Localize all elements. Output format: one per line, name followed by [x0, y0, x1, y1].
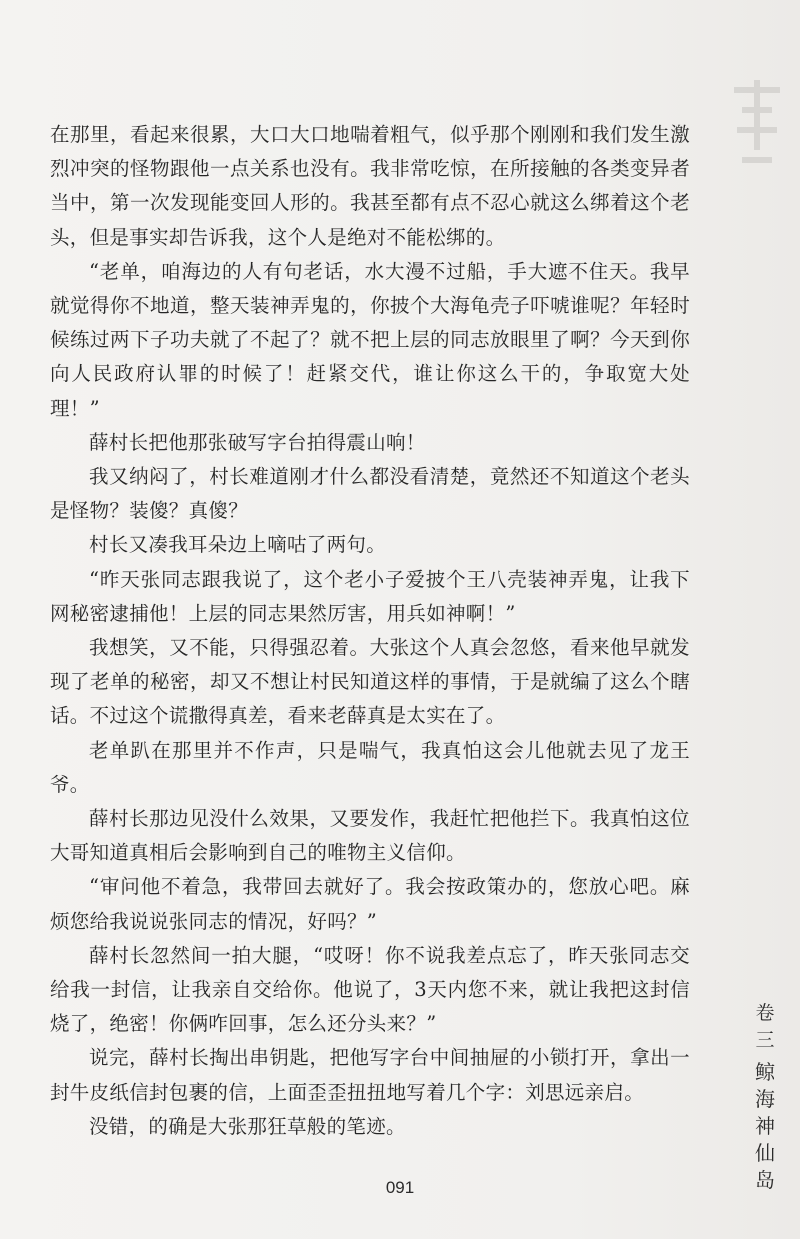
paragraph: 我想笑，又不能，只得强忍着。大张这个人真会忽悠，看来他早就发现了老单的秘密，却又不想让村民知道这样的事情，于是就编了这么个瞎话。不过这个谎撒得真差，看来老薛真是太实在了。	[50, 636, 690, 728]
title-char: 神	[755, 1114, 775, 1138]
page-number: 091	[385, 1178, 415, 1197]
show-through-mark	[722, 70, 792, 190]
paragraph: 村长又凑我耳朵边上嘀咕了两句。	[89, 533, 387, 557]
paragraph: 薛村长那边见没什么效果，又要发作，我赶忙把他拦下。我真怕这位大哥知道真相后会影响到自己的唯物主义信仰。	[50, 807, 690, 865]
paragraph: 老单趴在那里并不作声，只是喘气，我真怕这会儿他就去见了龙王爷。	[50, 738, 690, 796]
paragraph: “昨天张同志跟我说了，这个老小子爱披个王八壳装神弄鬼，让我下网秘密逮捕他！上层的同志果然厉害，用兵如神啊！”	[50, 567, 690, 625]
volume-char: 卷	[755, 1002, 775, 1024]
paragraph: 薛村长忽然间一拍大腿，“哎呀！你不说我差点忘了，昨天张同志交给我一封信，让我亲自交给你。他说了，3天内您不来，就让我把这封信烧了，绝密！你俩咋回事，怎么还分头来？”	[50, 943, 690, 1036]
paragraph: “老单，咱海边的人有句老话，水大漫不过船，手大遮不住天。我早就觉得你不地道，整天装神弄鬼的，你披个大海龟壳子吓唬谁呢？年轻时候练过两下子功夫就了不起了？就不把上层的同志放眼里了啊？今天到你向人民政府认罪的时候了！赶紧交代，谁让你这么干的，争取宽大处理！”	[50, 259, 690, 420]
paragraph: 薛村长把他那张破写字台拍得震山响！	[89, 430, 426, 454]
paragraph: “审问他不着急，我带回去就好了。我会按政策办的，您放心吧。麻烦您给我说说张同志的情况，好吗？”	[50, 875, 690, 933]
paragraph: 我又纳闷了，村长难道刚才什么都没看清楚，竟然还不知道这个老头是怪物？装傻？真傻？	[50, 465, 690, 523]
volume-char: 三	[755, 1029, 775, 1051]
paragraph: 没错，的确是大张那狂草般的笔迹。	[89, 1114, 406, 1138]
title-char: 仙	[755, 1141, 775, 1165]
title-char: 鲸	[755, 1060, 775, 1084]
paragraph: 在那里，看起来很累，大口大口地喘着粗气，似乎那个刚刚和我们发生激烈冲突的怪物跟他一点关系也没有。我非常吃惊，在所接触的各类变异者当中，第一次发现能变回人形的。我甚至都有点不忍心就这么绑着这个老头，但是事实却告诉我，这个人是绝对不能松绑的。	[50, 123, 690, 249]
paragraph: 说完，薛村长掏出串钥匙，把他写字台中间抽屉的小锁打开，拿出一封牛皮纸信封包裹的信，上面歪歪扭扭地写着几个字：刘思远亲启。	[50, 1046, 690, 1104]
side-title	[750, 1000, 780, 1194]
title-char: 海	[755, 1087, 775, 1111]
title-char: 岛	[755, 1168, 775, 1192]
body-text	[50, 118, 690, 1144]
